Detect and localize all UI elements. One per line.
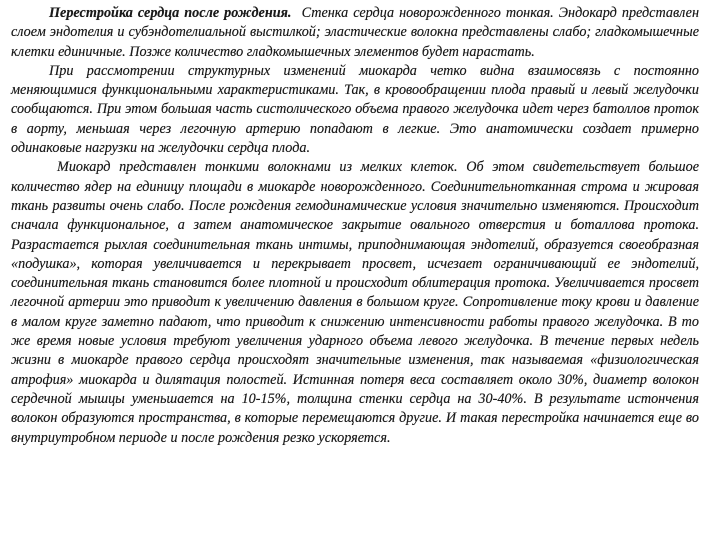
section-title: Перестройка сердца после рождения.	[49, 5, 292, 21]
paragraph-1-text: Стенка сердца новорожденного тонкая. Эндокард представлен слоем эндотелия и субэндотелиальной выстилкой; эластические волокна представлены слабо; гладкомышечные клетки единичные. Позже количество гладкомышечных элементов будет нарастать.	[11, 5, 699, 60]
document-page	[11, 4, 699, 448]
paragraph-2: При рассмотрении структурных изменений миокарда четко видна взаимосвязь с постоянно меняющимися функциональными характеристиками. Так, в кровообращении плода правый и левый желудочки сообщаются. При этом большая часть систолического объема правого желудочка идет через батоллов проток в аорту, меньшая через легочную артерию попадают в легкие. Это анатомически создает примерно одинаковые нагрузки на желудочки сердца плода.	[11, 62, 699, 157]
paragraph-3: Миокард представлен тонкими волокнами из мелких клеток. Об этом свидетельствует большое количество ядер на единицу площади в миокарде новорожденного. Соединительнотканная строма и жировая ткань развиты очень слабо. После рождения гемодинамические условия значительно изменяются. Происходит сначала функциональное, а затем анатомическое закрытие овального отверстия и боталлова протока. Разрастается рыхлая соединительная ткань интимы, приподнимающая эндотелий, образуется своеобразная «подушка», которая увеличивается и перекрывает просвет, исчезает ограничивающий ее эндотелий, соединительная ткань становится более плотной и происходит облитерация протока. Увеличивается просвет легочной артерии это приводит к увеличению давления в большом круге. Сопротивление току крови и давление в малом круге заметно падают, что приводит к снижению интенсивности работы правого желудочка. В то же время новые условия требуют увеличения ударного объема левого желудочка. В течение первых недель жизни в миокарде правого сердца происходят значительные изменения, так называемая «физиологическая атрофия» миокарда и дилятация полостей. Истинная потеря веса составляет около 30%, диаметр волокон сердечной мышцы уменьшается на 10-15%, толщина стенки сердца на 30-40%. В результате истончения волокон образуются пространства, в которые перемещаются другие. И такая перестройка начинается еще во внутриутробном периоде и после рождения резко ускоряется.	[11, 159, 699, 446]
paragraph-1	[11, 4, 699, 62]
